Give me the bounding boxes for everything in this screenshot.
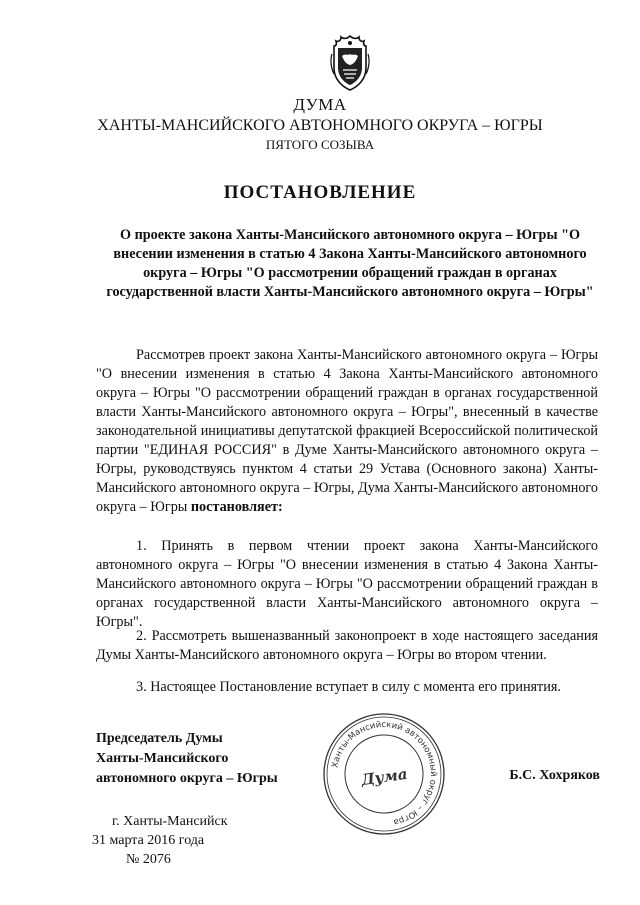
document-footer — [92, 812, 292, 869]
preamble-text: Рассмотрев проект закона Ханты-Мансийского автономного округа – Югры "О внесении изменения в статью 4 Закона Ханты-Мансийского автономного округа – Югры "О рассмотрении обращений граждан в органах государственной власти Ханты-Мансийского автономного округа – Югры", внесенный в качестве законодательной инициативы депутатской фракцией Всероссийской политической партии "ЕДИНАЯ РОССИЯ" в Думе Ханты-Мансийского автономного округа – Югры, руководствуясь пунктом 4 статьи 29 Устава (Основного закона) Ханты-Мансийского автономного округа – Югры, Дума Ханты-Мансийского автономного округа – Югры — [96, 347, 598, 515]
document-title: ПОСТАНОВЛЕНИЕ — [223, 182, 417, 203]
preamble-paragraph — [96, 346, 598, 517]
signer-name: Б.С. Хохряков — [509, 768, 600, 783]
city: г. Ханты-Мансийск — [112, 814, 228, 829]
svg-text:Ханты-Мансийский автономный ок: Ханты-Мансийский автономный округ – Югра — [330, 719, 439, 827]
organization-name: ДУМА — [293, 95, 347, 114]
svg-text:Дума: Дума — [360, 764, 409, 790]
resolution-item-1: 1. Принять в первом чтении проект закона Ханты-Мансийского автономного округа – Югры "О внесении изменения в статью 4 Закона Ханты-Мансийского автономного округа – Югры "О рассмотрении обращений граждан в органах государственной власти Ханты-Мансийского автономного округа – Югры". — [96, 538, 598, 630]
signer-position-line-1: Председатель Думы — [96, 731, 223, 746]
decree-word: постановляет: — [190, 499, 283, 515]
document-subject: О проекте закона Ханты-Мансийского автономного округа – Югры "О внесении изменения в статью 4 Закона Ханты-Мансийского автономного округа – Югры "О рассмотрении обращений граждан в органах государственной власти Ханты-Мансийского автономного округа – Югры" — [106, 227, 594, 300]
signer-position — [96, 729, 316, 789]
signer-position-line-2: Ханты-Мансийского — [96, 751, 229, 766]
region-name: ХАНТЫ-МАНСИЙСКОГО АВТОНОМНОГО ОКРУГА – ЮГРЫ — [97, 117, 543, 134]
signer-position-line-3: автономного округа – Югры — [96, 771, 278, 786]
convocation: ПЯТОГО СОЗЫВА — [265, 137, 375, 152]
official-stamp — [320, 710, 448, 838]
resolution-item-2: 2. Рассмотреть вышеназванный законопроект в ходе настоящего заседания Думы Ханты-Мансийского автономного округа – Югры во втором чтении. — [96, 628, 598, 663]
resolution-item-3: 3. Настоящее Постановление вступает в силу с момента его принятия. — [136, 679, 561, 695]
document-number: № 2076 — [126, 852, 171, 867]
coat-of-arms-icon — [329, 34, 371, 92]
document-date: 31 марта 2016 года — [92, 833, 205, 848]
